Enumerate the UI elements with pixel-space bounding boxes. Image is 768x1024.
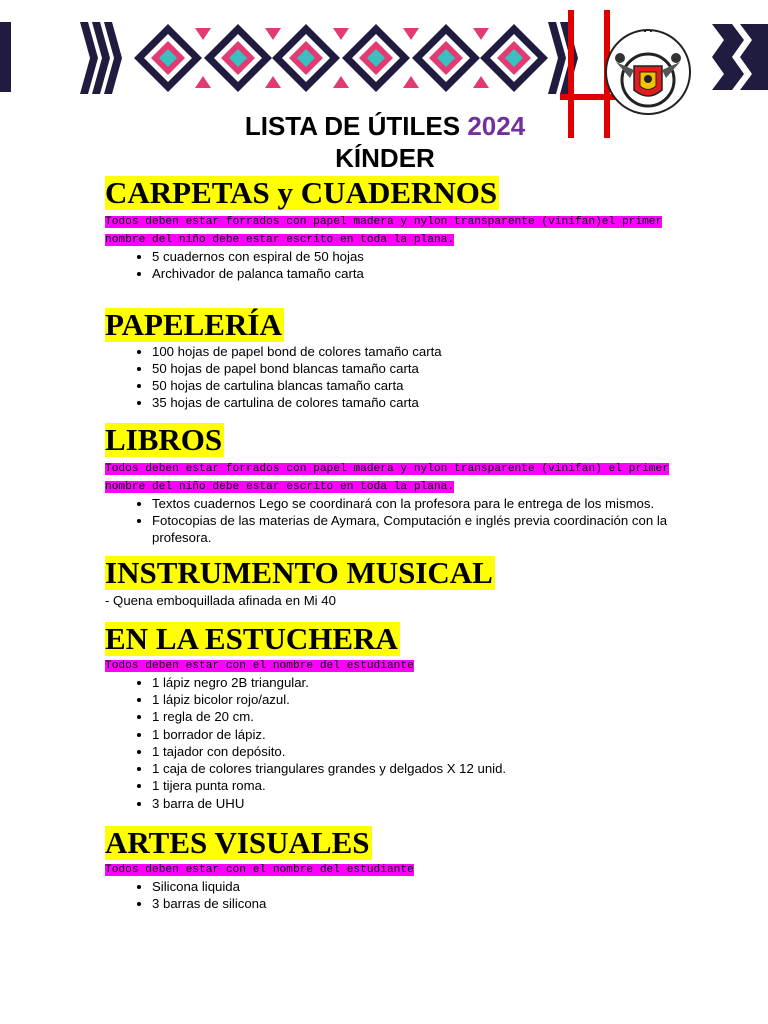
list-item: • Textos cuadernos Lego se coordinará con la profesora para le entrega de los mismos. [152, 495, 685, 512]
title-line [1, 110, 768, 142]
section-heading: INSTRUMENTO MUSICAL [105, 554, 493, 590]
list-item: • 3 barras de silicona [152, 895, 685, 912]
list-item: • 1 regla de 20 cm. [152, 708, 685, 725]
section-instrumento [105, 556, 685, 609]
section-estuchera [105, 622, 685, 812]
section-note: Todos deben estar forrados con papel madera y nylon transparente (vinifan) el primer nombre del niño debe estar escrito en toda la plana. [105, 462, 669, 493]
section-line: - Quena emboquillada afinada en Mi 40 [105, 592, 336, 608]
list-item: • 1 tajador con depósito. [152, 743, 685, 760]
section-heading: CARPETAS y CUADERNOS [105, 175, 498, 210]
item-list [105, 343, 685, 412]
title-text: LISTA DE ÚTILES [244, 111, 461, 141]
title-year: 2024 [467, 111, 526, 141]
subtitle: KÍNDER [335, 143, 435, 173]
section-heading: PAPELERÍA [105, 306, 282, 342]
list-item: • Fotocopias de las materias de Aymara, Computación e inglés previa coordinación con la profesora. [152, 512, 685, 547]
item-list [105, 248, 685, 283]
list-item: • 1 tijera punta roma. [152, 777, 685, 794]
section-heading: LIBROS [105, 421, 223, 457]
banner-right-edge [712, 24, 768, 90]
section-heading: ARTES VISUALES [105, 825, 370, 861]
supply-list [105, 176, 685, 913]
section-papeleria [105, 308, 685, 412]
item-list [105, 495, 685, 547]
document-title [0, 110, 768, 174]
section-artes [105, 826, 685, 913]
section-carpetas [105, 176, 685, 283]
list-item: • 1 borrador de lápiz. [152, 726, 685, 743]
list-item: • 1 lápiz negro 2B triangular. [152, 674, 685, 691]
item-list [105, 878, 685, 913]
list-item: • 50 hojas de papel bond blancas tamaño carta [152, 360, 685, 377]
section-note: Todos deben estar con el nombre del estudiante [105, 864, 414, 877]
list-item: • 3 barra de UHU [152, 795, 685, 812]
list-item: • 50 hojas de cartulina blancas tamaño carta [152, 377, 685, 394]
list-item: • 100 hojas de papel bond de colores tamaño carta [152, 343, 685, 360]
list-item: • 5 cuadernos con espiral de 50 hojas [152, 248, 685, 265]
section-note: Todos deben estar forrados con papel madera y nylon transparente (vinifan)el primer nombre del niño debe estar escrito en toda la plana. [105, 216, 663, 246]
list-item: • Silicona liquida [152, 878, 685, 895]
section-note: Todos deben estar con el nombre del estudiante [105, 659, 414, 672]
list-item: • 1 lápiz bicolor rojo/azul. [152, 691, 685, 708]
item-list [105, 674, 685, 812]
list-item: • 35 hojas de cartulina de colores tamaño carta [152, 394, 685, 411]
list-item: • Archivador de palanca tamaño carta [152, 265, 685, 282]
section-libros [105, 423, 685, 547]
section-heading: EN LA ESTUCHERA [105, 620, 398, 656]
list-item: • 1 caja de colores triangulares grandes y delgados X 12 unid. [152, 760, 685, 777]
